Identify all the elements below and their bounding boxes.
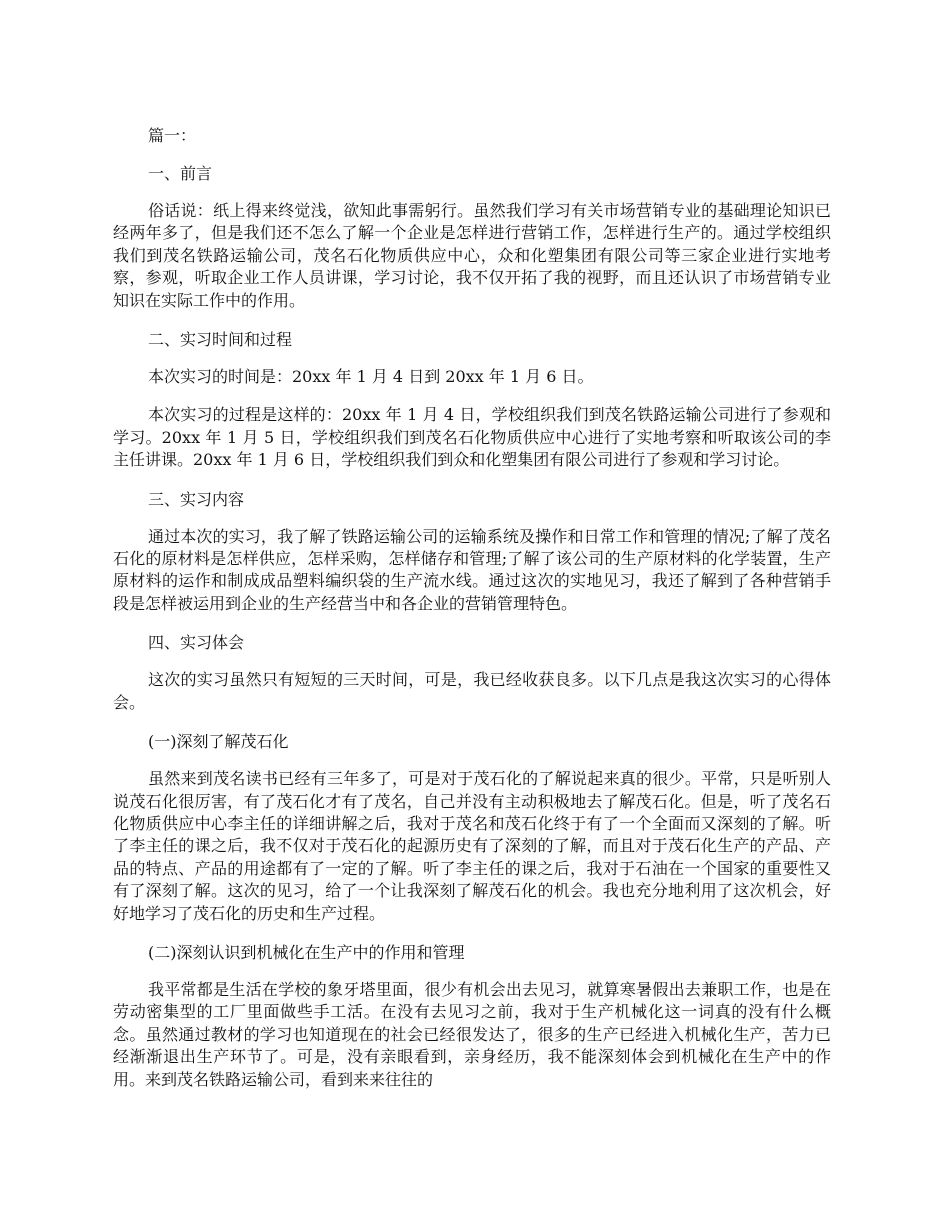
section-heading-content: 三、实习内容 — [148, 489, 245, 509]
document-title: 篇一： — [148, 126, 197, 145]
paragraph-mechanization: 我平常都是生活在学校的象牙塔里面，很少有机会出去见习，就算寒暑假出去兼职工作，也是在劳动密集型的工厂里面做些手工活。在没有去见习之前，我对于生产机械化这一词真的没有什么概念。虽然通过教材的学习也知道现在的社会已经很发达了，很多的生产已经进入机械化生产，苦力已经渐渐退出生产环节了。可是，没有亲眼看到，亲身经历，我不能深刻体会到机械化在生产中的作用。来到茂名铁路运输公司，看到来来往往的 — [113, 979, 831, 1089]
subsection-heading-mechanization: (二)深刻认识到机械化在生产中的作用和管理 — [148, 942, 465, 962]
paragraph-internship-process: 本次实习的过程是这样的：20xx 年 1 月 4 日，学校组织我们到茂名铁路运输公司进行了参观和学习。20xx 年 1 月 5 日，学校组织我们到茂名石化物质供应中心进行了实地考察和听取该公司的李主任讲课。20xx 年 1 月 6 日，学校组织我们到众和化塑集团有限公司进行了参观和学习讨论。 — [113, 405, 831, 470]
section-heading-preface: 一、前言 — [148, 164, 213, 183]
paragraph-content: 通过本次的实习，我了解了铁路运输公司的运输系统及操作和日常工作和管理的情况;了解了茂名石化的原材料是怎样供应，怎样采购，怎样储存和管理;了解了该公司的生产原材料的化学装置，生产原材料的运作和制成成品塑料编织袋的生产流水线。通过这次的实地见习，我还了解到了各种营销手段是怎样被运用到企业的生产经营当中和各企业的营销管理特色。 — [113, 526, 831, 613]
paragraph-internship-time: 本次实习的时间是：20xx 年 1 月 4 日到 20xx 年 1 月 6 日。 — [148, 367, 594, 387]
paragraph-maoming-petrochem: 虽然来到茂名读书已经有三年多了，可是对于茂石化的了解说起来真的很少。平常，只是听别人说茂石化很厉害，有了茂石化才有了茂名，自己并没有主动积极地去了解茂石化。但是，听了茂名石化物质供应中心李主任的详细讲解之后，我对于茂名和茂石化终于有了一个全面而又深刻的了解。听了李主任的课之后，我不仅对于茂石化的起源历史有了深刻的了解，而且对于茂石化生产的产品、产品的特点、产品的用途都有了一定的了解。听了李主任的课之后，我对于石油在一个国家的重要性又有了深刻了解。这次的见习，给了一个让我深刻了解茂石化的机会。我也充分地利用了这次机会，好好地学习了茂石化的历史和生产过程。 — [113, 769, 831, 923]
section-heading-time-process: 二、实习时间和过程 — [148, 330, 293, 350]
paragraph-experience: 这次的实习虽然只有短短的三天时间，可是，我已经收获良多。以下几点是我这次实习的心得体会。 — [113, 670, 831, 712]
section-heading-experience: 四、实习体会 — [148, 633, 245, 653]
paragraph-preface: 俗话说：纸上得来终觉浅，欲知此事需躬行。虽然我们学习有关市场营销专业的基础理论知识已经两年多了，但是我们还不怎么了解一个企业是怎样进行营销工作，怎样进行生产的。通过学校组织我们到茂名铁路运输公司，茂名石化物质供应中心，众和化塑集团有限公司等三家企业进行实地考察，参观，听取企业工作人员讲课，学习讨论，我不仅开拓了我的视野，而且还认识了市场营销专业知识在实际工作中的作用。 — [113, 201, 831, 310]
document-page — [113, 124, 831, 1091]
subsection-heading-maoming-petrochem: (一)深刻了解茂石化 — [148, 732, 289, 752]
